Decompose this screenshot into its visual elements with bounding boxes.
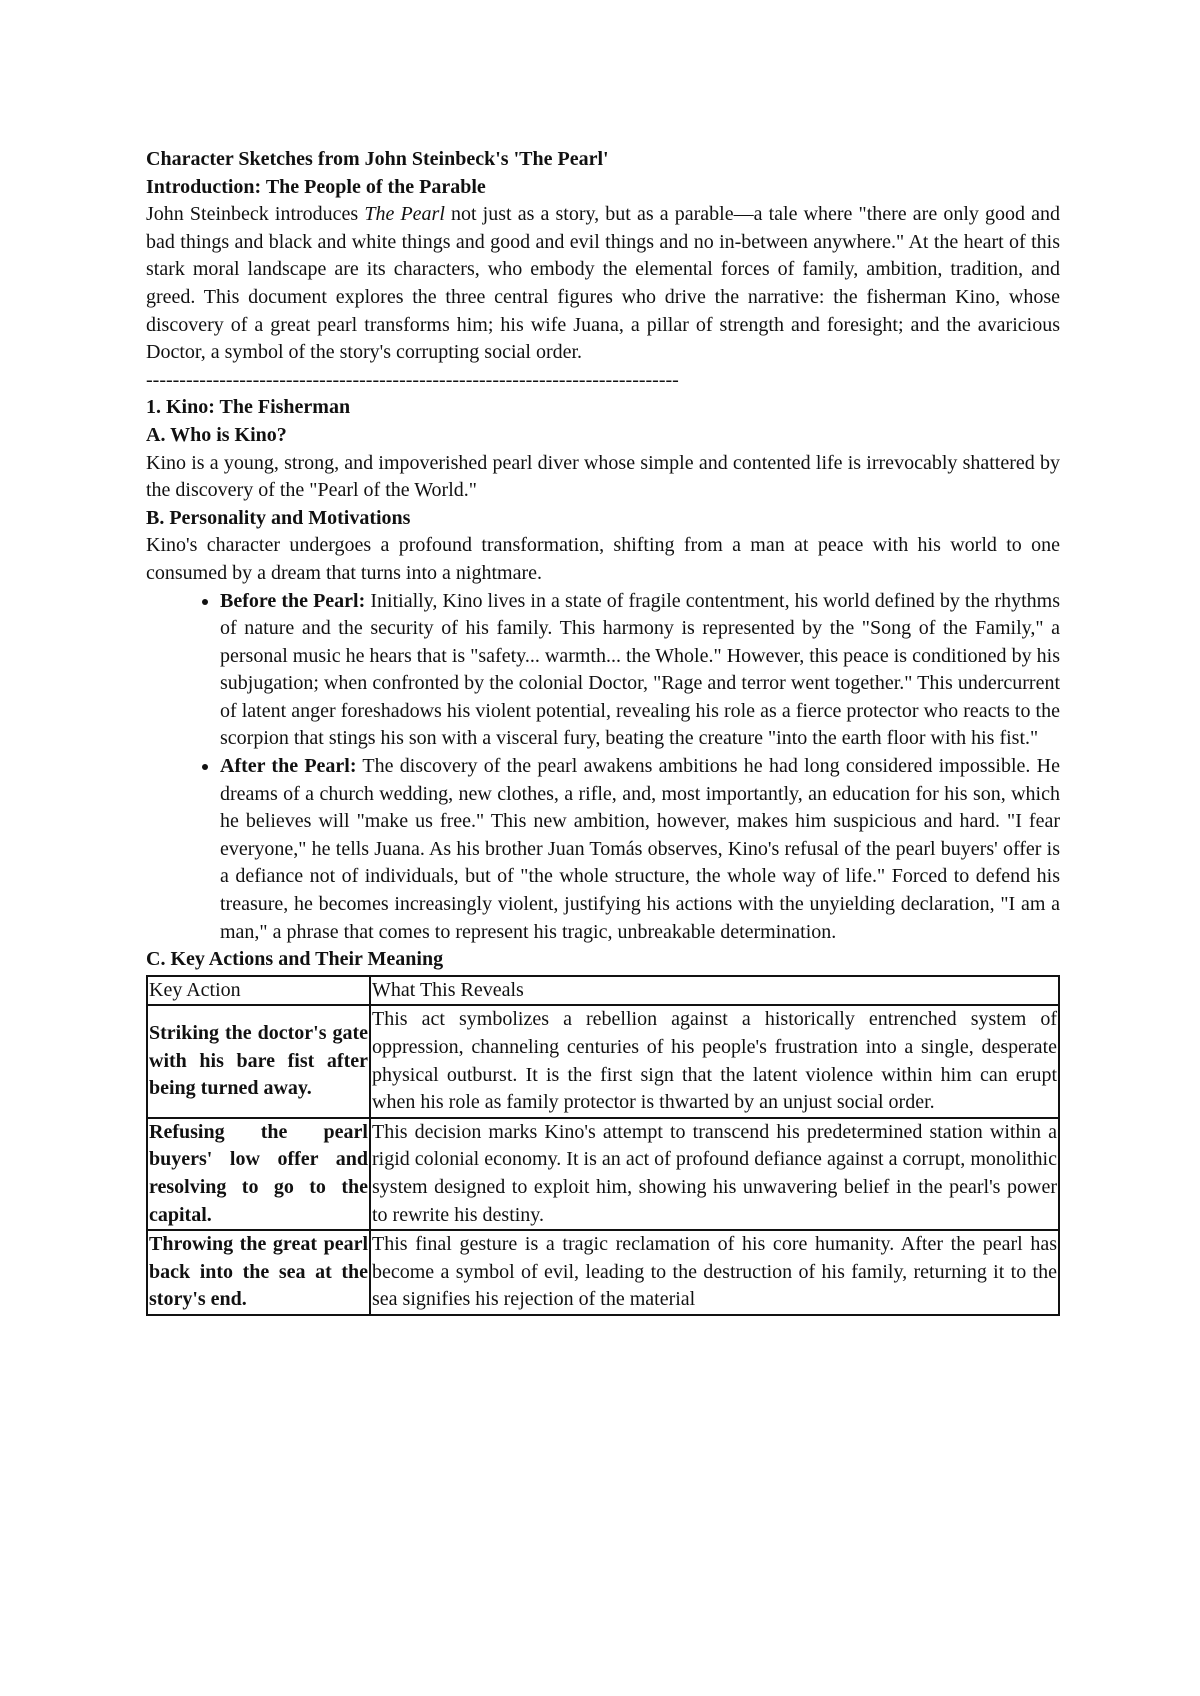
- table-header-cell: What This Reveals: [370, 976, 1059, 1006]
- meaning-cell: This act symbolizes a rebellion against a historically entrenched system of oppression, channeling centuries of his people's frustration into a single, desperate physical outburst. It is the first sign that the latent violence within him can erupt when his role as family protector is thwarted by an unjust social order.: [370, 1005, 1059, 1117]
- table-row: [147, 1118, 1059, 1230]
- document-body: [146, 146, 1060, 1316]
- kino-section-heading: 1. Kino: The Fisherman: [146, 396, 351, 419]
- key-action-cell: [147, 1230, 370, 1315]
- key-actions-table: [146, 975, 1060, 1316]
- who-is-kino-text: Kino is a young, strong, and impoverished pearl diver whose simple and contented life is irrevocably shattered by the discovery of the "Pearl of the World.": [146, 451, 1060, 502]
- table-header-row: [147, 976, 1059, 1006]
- motivation-bullet-list: [146, 588, 1060, 947]
- key-actions-heading: C. Key Actions and Their Meaning: [146, 948, 444, 971]
- section-divider: --------------------------------------------------------------------------------: [146, 368, 679, 391]
- bullet-text: The discovery of the pearl awakens ambitions he had long considered impossible. He dreams of a church wedding, new clothes, a rifle, and, most importantly, an education for his son, which he believes will "make us free." This new ambition, however, makes him suspicious and hard. "I fear everyone," he tells Juana. As his brother Juan Tomás observes, Kino's refusal of the pearl buyers' offer is a defiance not of individuals, but of "the whole structure, the whole way of life." Forced to defend his treasure, he becomes increasingly violent, justifying his actions with the unyielding declaration, "I am a man," a phrase that comes to represent his tragic, unbreakable determination.: [220, 755, 1060, 943]
- bullet-after-pearl: [220, 753, 1060, 946]
- meaning-cell: [370, 1230, 1059, 1315]
- table-header-cell: Key Action: [147, 976, 370, 1006]
- bullet-before-pearl: [220, 588, 1060, 754]
- meaning-cell: This decision marks Kino's attempt to transcend his predetermined station within a rigid colonial economy. It is an act of profound defiance against a corrupt, monolithic system designed to exploit him, showing his unwavering belief in the pearl's power to rewrite his destiny.: [370, 1118, 1059, 1230]
- table-row: [147, 1005, 1059, 1117]
- intro-paragraph: [146, 201, 1060, 367]
- meaning-text: This final gesture is a tragic reclamation of his core humanity. After the pearl has become a symbol of evil, leading to the destruction of his family, returning it to the sea signifies his rejection of the material: [372, 1233, 1057, 1311]
- key-action-text: Throwing the great pearl back into the sea at the story's end.: [149, 1233, 368, 1311]
- intro-text-before: John Steinbeck introduces: [146, 203, 365, 226]
- table-row: [147, 1230, 1059, 1315]
- document-title: Character Sketches from John Steinbeck's 'The Pearl': [146, 148, 609, 170]
- bullet-text: Initially, Kino lives in a state of fragile contentment, his world defined by the rhythms of nature and the security of his family. This harmony is represented by the "Song of the Family," a personal music he hears that is "safety... warmth... the Whole." However, this peace is conditioned by his subjugation; when confronted by the colonial Doctor, "Rage and terror went together." This undercurrent of latent anger foreshadows his violent potential, revealing his role as a fierce protector who reacts to the scorpion that stings his son with a visceral fury, beating the creature "into the earth floor with his fist.": [220, 589, 1060, 750]
- bullet-label: After the Pearl:: [220, 755, 357, 778]
- intro-text-after: not just as a story, but as a parable—a tale where "there are only good and bad things and black and white things and good and evil things and no in-between anywhere." At the heart of this stark moral landscape are its characters, who embody the elemental forces of family, ambition, tradition, and greed. This document explores the three central figures who drive the narrative: the fisherman Kino, whose discovery of a great pearl transforms him; his wife Juana, a pillar of strength and foresight; and the avaricious Doctor, a symbol of the story's corrupting social order.: [146, 203, 1061, 364]
- intro-book-title: The Pearl: [364, 203, 445, 226]
- key-action-cell: Striking the doctor's gate with his bare fist after being turned away.: [147, 1005, 370, 1117]
- intro-heading: Introduction: The People of the Parable: [146, 175, 486, 198]
- personality-heading: B. Personality and Motivations: [146, 506, 411, 529]
- who-is-kino-heading: A. Who is Kino?: [146, 423, 287, 446]
- key-action-cell: Refusing the pearl buyers' low offer and resolving to go to the capital.: [147, 1118, 370, 1230]
- bullet-label: Before the Pearl:: [220, 589, 366, 612]
- personality-text: Kino's character undergoes a profound transformation, shifting from a man at peace with his world to one consumed by a dream that turns into a nightmare.: [146, 534, 1060, 584]
